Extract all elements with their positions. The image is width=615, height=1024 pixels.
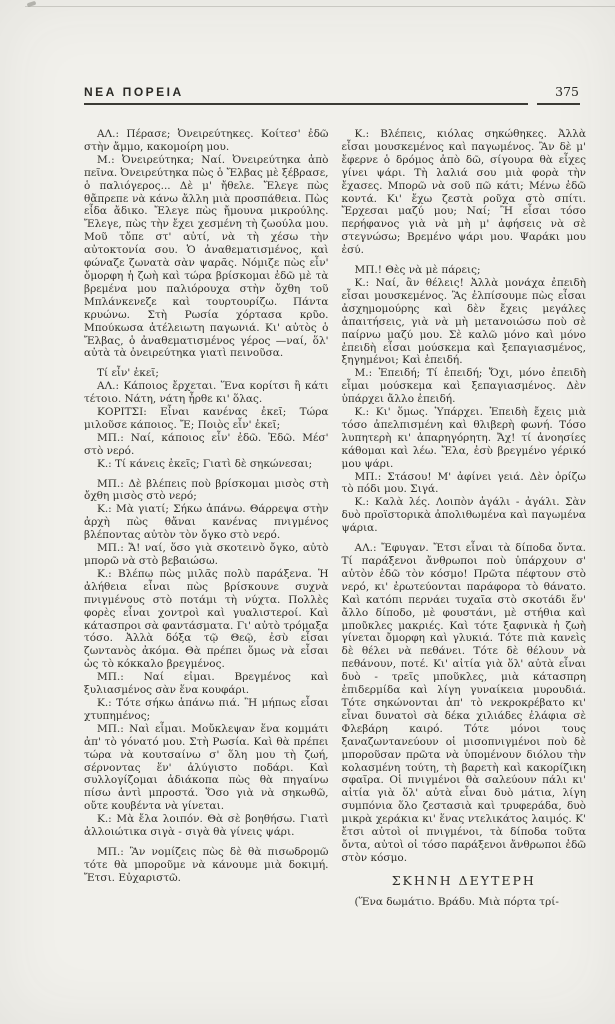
dialogue-paragraph: ΑΛ.: Κάποιος ἔρχεται. Ἕνα κορίτσι ἢ κάτι τέτοιο. Νάτη, νάτη ἦρθε κι' ὅλας. (84, 380, 329, 406)
dialogue-paragraph: Κ.: Κι' ὅμως. Ὑπάρχει. Ἐπειδὴ ἔχεις μιὰ τόσο ἀπελπισμένη καὶ θλιβερὴ φωνή. Τόσο λυπητερὴ κι' ἀπαρηγόρητη. Ἄχ! τί ἀνοησίες κάθομαι καὶ λέω. Ἔλα, ἐσὺ βρεγμένο γέρικό μου ψάρι. (341, 406, 586, 470)
text-column-right (342, 128, 587, 909)
dialogue-paragraph: ΜΠ.: Δὲ βλέπεις ποὺ βρίσκομαι μισὸς στὴ ὄχθη μισὸς στὸ νερό; (84, 477, 329, 503)
header-rule-short (537, 103, 580, 105)
dialogue-paragraph: ΑΛ.: Ἔφυγαν. Ἔτσι εἶναι τὰ δίποδα ὄντα. Τί παράξενοι ἄνθρωποι ποὺ ὑπάρχουν σ' αὐτὸν ἐδῶ τὸν κόσμο! Πρῶτα πέφτουν στὸ νερό, κι' ἐρωτεύονται παράφορα τὸ θάνατο. Καὶ κατόπι περνάει τυχαῖα στὸ σκοτάδι ἕν' ἄλλο δίποδο, μὲ φουστάνι, μὲ στήθια καὶ μποῦκλες μακριές. Καὶ τότε ξαφνικὰ ἡ ζωὴ γίνεται ὄμορφη καὶ γλυκιά. Τότε πιὰ κανεὶς δὲ θέλει νὰ πεθάνει. Τότε δὲ θέλουν νὰ πεθάνουν, ποτέ. Κι' αἰτία γιὰ ὅλ' αὐτὰ εἶναι δυὸ - τρεῖς μποῦκλες, μιὰ κάτασπρη ἐπιδερμίδα καὶ λίγη γυναίκεια μυρουδιά. Τότε σηκώνονται ἀπ' τὸ νεκροκρέβατο κι' εἶναι δυνατοὶ σὰ δέκα χιλιάδες ἐλάφια σὲ Φλεβάρη καιρό. Τότε μόνοι τους ξαναζωντανεύουν οἱ μισοπνιγμένοι ποὺ δὲ μποροῦσαν πρῶτα νὰ ὑπομένουν διόλου τὴν κολασμένη τούτη, τὴ βαρετὴ καὶ κακορίζικη σφαῖρα. Οἱ πνιγμένοι θὰ σαλεύουν πάλι κι' αἰτία γιὰ ὅλ' αὐτὰ εἶναι δυὸ μάτια, λίγη συμπόνια ὅλο ζεστασιὰ καὶ τρυφεράδα, δυὸ μικρὰ χεράκια κι' ἕνας ντελικάτος λαιμός. Κ' ἔτσι αὐτοὶ οἱ πνιγμένοι, τὰ δίποδα τοῦτα ὄντα, αὐτοὶ οἱ τόσο παράξενοι ἄνθρωποι ἐδῶ στὸν κόσμο. (341, 542, 586, 864)
dialogue-paragraph: Μ.: Ὀνειρεύτηκα; Ναί. Ὀνειρεύτηκα ἀπὸ πεῖνα. Ὀνειρεύτηκα πὼς ὁ Ἔλβας μὲ ξέβρασε, ὁ παλιόγερος... Δὲ μ' ἤθελε. Ἔλεγε πὼς θἄπρεπε νὰ κάνω ἄλλη μιὰ προσπάθεια. Πὼς εἶδα ἄδικο. Ἔλεγε πὼς ἤμουνα μικρούλης. Ἔλεγε, πὼς τὴν ἔχει χεσμένη τὴ ζωούλα μου. Μοῦ τὄπε στ' αὐτί, νὰ τὴ χέσω τὴν αὐτοκτονία σου. Ὁ ἀναθεματισμένος, καὶ φώναζε ζωνατὰ σὰν ψαρᾶς. Νόμιζε πὼς εἶν' ὄμορφη ἡ ζωὴ καὶ τώρα βρίσκομαι ἐδῶ μὲ τὰ βρεμένα μου παλιόρουχα στὴν ὄχθη τοῦ Μπλάνκενεζε καὶ τουρτουρίζω. Πάντα κρυώνω. Στὴ Ρωσία χόρτασα κρῦο. Μπούκωσα ἀτέλειωτη παγωνιά. Κι' αὐτὸς ὁ Ἔλβας, ὁ ἀναθεματισμένος γέρος —ναί, ὅλ' αὐτὰ τὰ ὀνειρεύτηκα γιατὶ πεινοῦσα. (84, 153, 329, 360)
page-number: 375 (555, 84, 579, 99)
dialogue-paragraph: Μ.: Ἐπειδή; Τί ἐπειδή; Ὄχι, μόνο ἐπειδὴ εἶμαι μούσκεμα καὶ ξεπαγιασμένος. Δὲν ὑπάρχει ἄλλο ἐπειδή. (341, 367, 586, 406)
scene-heading: ΣΚΗΝΗ ΔΕΥΤΕΡΗ (391, 872, 536, 888)
dialogue-paragraph: Κ.: Τί κάνεις ἐκεῖς; Γιατὶ δὲ σηκώνεσαι; (97, 457, 313, 470)
page-header (84, 84, 579, 99)
journal-title: ΝΕΑ ΠΟΡΕΙΑ (84, 85, 184, 99)
dialogue-paragraph: ΜΠ.: Ναὶ εἶμαι. Μοὔκλεψαν ἕνα κομμάτι ἀπ' τὸ γόνατό μου. Στὴ Ρωσία. Καὶ θὰ πρέπει τώρα νὰ κουτσαίνω σ' ὅλη μου τὴ ζωή, σέρνοντας ἕν' ἀλύγιστο ποδάρι. Καὶ συλλογίζομαι ἀδιάκοπα πὼς θὰ πηγαίνω πίσω ἀντὶ μπροστά. Ὅσο γιὰ νὰ σηκωθῶ, οὔτε κουβέντα νὰ γίνεται. (84, 722, 329, 813)
header-rule-long (84, 103, 528, 105)
dialogue-paragraph: Τί εἶν' ἐκεῖ; (97, 367, 159, 380)
scan-artifact-line (25, 6, 615, 7)
dialogue-paragraph: ΜΠ.: Ναί εἰμαι. Βρεγμένος καὶ ξυλιασμένος σὰν ἕνα κουφάρι. (84, 671, 329, 697)
dialogue-paragraph: Κ.: Βλέπω πὼς μιλᾶς πολὺ παράξενα. Ἡ ἀλήθεια εἶναι πὼς βρίσκουνε συχνὰ πνιγμένους στὸ ποτάμι τὴ νύχτα. Πολλὲς φορὲς εἶναι χοντροὶ καὶ γυαλιστεροί. Καὶ κάτασπροι σὰ φαντάσματα. Γι' αὐτὸ τρόμαξα τόσο. Ἀλλὰ δόξα τῷ Θεῷ, ἐσὺ εἶσαι ζωντανὸς ἀκόμα. Θὰ πρέπει ὅμως νὰ εἶσαι ὡς τὸ κόκκαλο βρεγμένος. (84, 567, 329, 671)
text-columns (84, 128, 586, 909)
dialogue-paragraph: ΜΠ.: Ἂν νομίζεις πὼς δὲ θὰ πισωδρομῶ τότε θὰ μποροῦμε νὰ κάνουμε μιὰ δοκιμή. Ἔτσι. Εὐχαριστῶ. (84, 845, 329, 884)
stage-direction: (Ἕνα δωμάτιο. Βράδυ. Μιὰ πόρτα τρί- (354, 895, 559, 908)
text-column-left (84, 128, 329, 909)
dialogue-paragraph: ΜΠ.! Θὲς νὰ μὲ πάρεις; (354, 264, 481, 277)
dialogue-paragraph: Κ.: Μὰ γιατί; Σήκω ἀπάνω. Θάρρεψα στὴν ἀρχὴ πὼς θἄναι κανένας πνιγμένος βλέποντας αὐτὸν τὸν ὄγκο στὸ νερό. (84, 503, 329, 542)
dialogue-paragraph: Κ.: Ναί, ἂν θέλεις! Ἀλλὰ μονάχα ἐπειδὴ εἶσαι μουσκεμένος. Ἂς ἐλπίσουμε πὼς εἶσαι ἀσχημομούρης καὶ δὲν ἔχεις μεγάλες ἀπαιτήσεις, γιὰ νὰ μὴ μετανοιώσω ποὺ σὲ παίρνω μαζύ μου. Σὲ καλῶ μόνο καὶ μόνο ἐπειδὴ εἶσαι μούσκεμα καὶ ξεπαγιασμένος, ξηγημένοι; Καὶ ἐπειδή. (341, 276, 586, 367)
dialogue-paragraph: ΜΠ.: Ναί, κάποιος εἶν' ἐδῶ. Ἐδῶ. Μέσ' στὸ νερό. (84, 431, 329, 457)
dialogue-paragraph: ΑΛ.: Πέρασε; Ὀνειρεύτηκες. Κοίτεσ' ἐδῶ στὴν ἄμμο, κακομοίρη μου. (84, 128, 329, 153)
dialogue-paragraph: Κ.: Τότε σήκω ἀπάνω πιά. Ἢ μήπως εἶσαι χτυπημένος; (84, 696, 329, 722)
dialogue-paragraph: ΜΠ.: Στάσου! Μ' ἀφίνει γειά. Δὲν ὁρίζω τὸ πόδι μου. Σιγά. (341, 470, 586, 496)
dialogue-paragraph: ΚΟΡΙΤΣΙ: Εἶναι κανένας ἐκεῖ; Τώρα μιλοῦσε κάποιος. Ἔ; Ποιὸς εἶν' ἐκεῖ; (84, 406, 329, 431)
dialogue-paragraph: ΜΠ.: Ἄ! ναί, ὅσο γιὰ σκοτεινὸ ὄγκο, αὐτὸ μπορῶ νὰ στὸ βεβαιώσω. (84, 542, 329, 567)
dialogue-paragraph: Κ.: Καλὰ λές. Λοιπὸν ἀγάλι - ἀγάλι. Σὰν δυὸ προϊστορικὰ ἀπολιθωμένα καὶ παγωμένα ψάρια. (341, 496, 586, 535)
dialogue-paragraph: Κ.: Βλέπεις, κιόλας σηκώθηκες. Ἀλλὰ εἶσαι μουσκεμένος καὶ παγωμένος. Ἂν δὲ μ' ἔφερνε ὁ δρόμος ἀπὸ δῶ, σίγουρα θὰ εἶχες γίνει ψάρι. Τὴ λαλιά σου μιὰ φορὰ τὴν ἔχασες. Μπορῶ νὰ σοῦ πῶ κάτι; Μένω ἐδῶ κοντά. Κι' ἔχω ζεστὰ ροῦχα στὸ σπίτι. Ἔρχεσαι μαζύ μου; Ναί; Ἢ εἶσαι τόσο περήφανος γιὰ νὰ μὴ μ' ἀφήσεις νὰ σὲ στεγνώσω; Βρεμένο ψάρι μου. Ψαράκι μου ἐσύ. (341, 128, 586, 257)
dialogue-paragraph: Κ.: Μὰ ἔλα λοιπόν. Θὰ σὲ βοηθήσω. Γιατὶ ἀλλοιώτικα σιγὰ - σιγὰ θὰ γίνεις ψάρι. (84, 813, 329, 839)
